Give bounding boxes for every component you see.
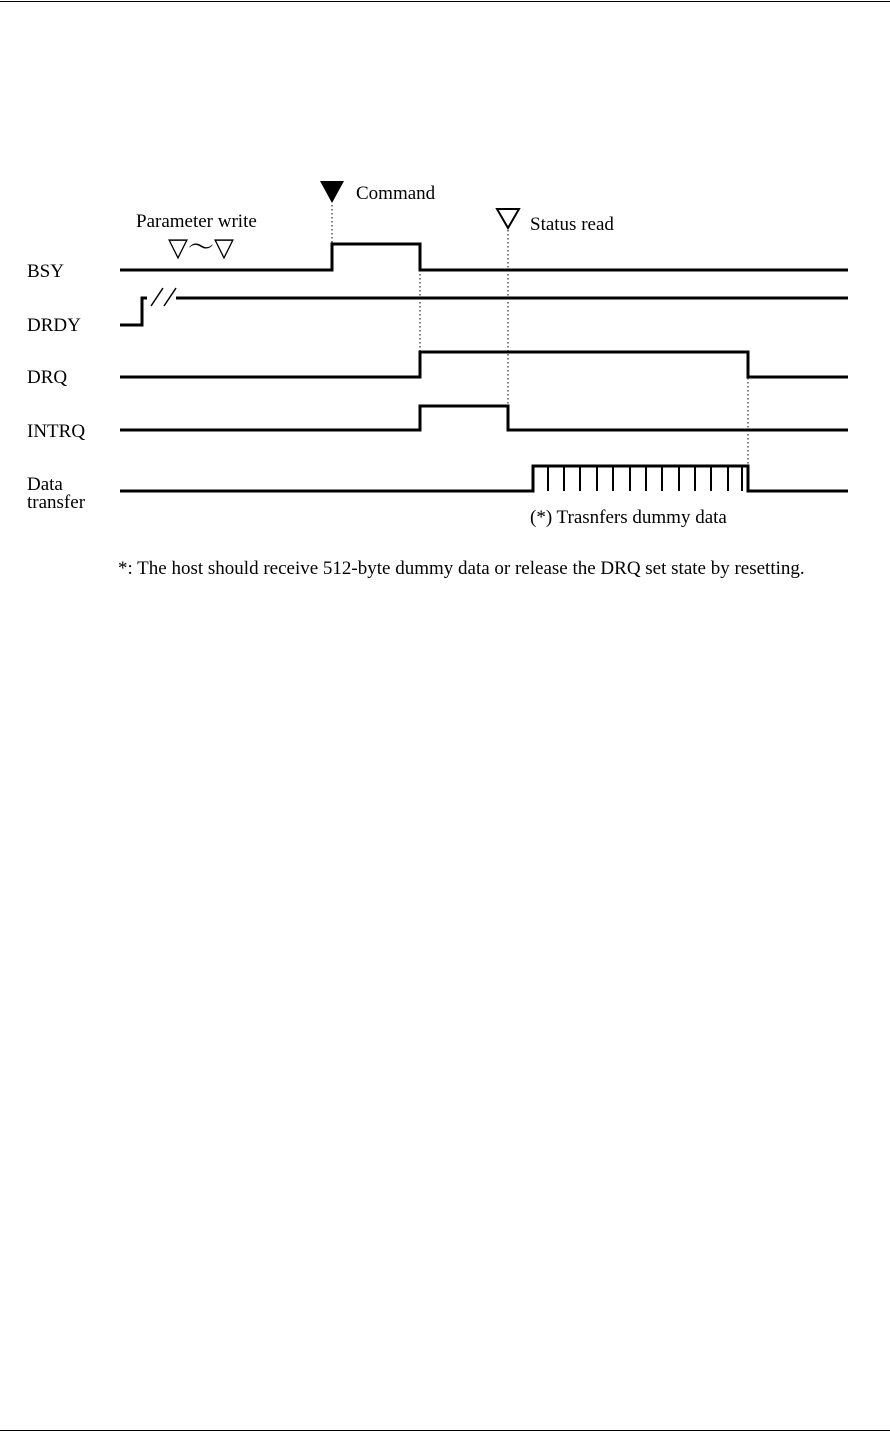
parameter-write-triangles: ▽～▽ xyxy=(168,233,234,262)
status-read-label: Status read xyxy=(530,214,614,235)
waveforms xyxy=(120,244,848,491)
bsy-label: BSY xyxy=(27,261,64,282)
parameter-write-label: Parameter write xyxy=(136,211,257,232)
data-transfer-label-line1: Data xyxy=(27,474,63,495)
intrq-label: INTRQ xyxy=(27,421,86,442)
command-label: Command xyxy=(356,183,436,204)
drdy-label: DRDY xyxy=(27,315,81,336)
data-transfer-label-line2: transfer xyxy=(27,492,86,513)
intrq-waveform xyxy=(120,406,848,430)
dummy-data-label: (*) Trasnfers dummy data xyxy=(530,507,727,528)
drq-waveform xyxy=(120,352,848,377)
drq-label: DRQ xyxy=(27,367,68,388)
data-transfer-ticks xyxy=(548,466,742,491)
command-marker-icon xyxy=(320,181,344,203)
footnote: *: The host should receive 512-byte dummy data or release the DRQ set state by resetting. xyxy=(118,558,805,579)
drdy-waveform-low xyxy=(120,298,147,325)
drdy-break-marks xyxy=(151,288,176,306)
footer-rule xyxy=(0,1430,890,1431)
status-read-marker-icon xyxy=(497,209,519,228)
data-transfer-waveform xyxy=(120,466,848,491)
